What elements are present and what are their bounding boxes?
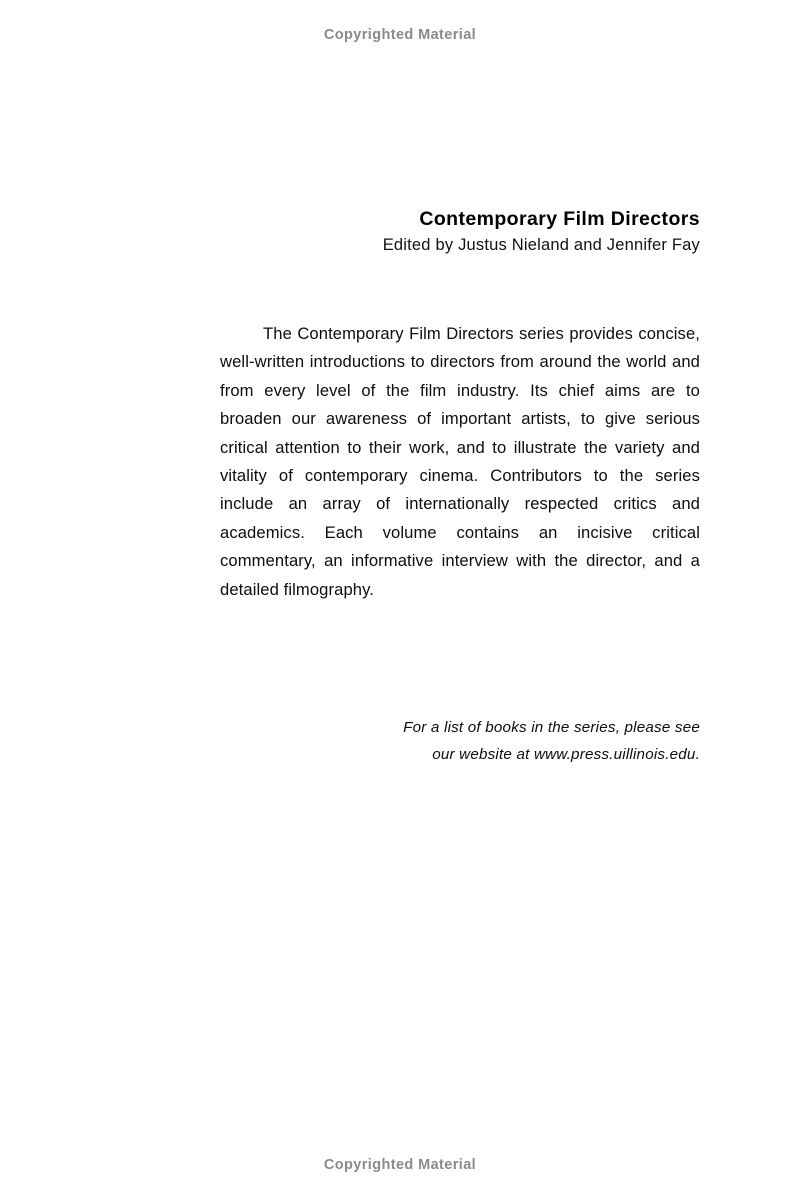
series-note <box>403 715 700 768</box>
series-title-block <box>383 207 700 259</box>
series-note-line1: For a list of books in the series, please see <box>403 719 700 736</box>
series-description: The Contemporary Film Directors series provides concise, well-written introductions to directors from around the world and from every level of the film industry. Its chief aims are to broaden our awareness of important artists, to give serious critical attention to their work, and to illustrate the variety and vitality of contemporary cinema. Contributors to the series include an array of internationally respected critics and academics. Each volume contains an incisive critical commentary, an informative interview with the director, and a detailed filmography. <box>220 324 700 599</box>
series-editors: Edited by Justus Nieland and Jennifer Fay <box>382 236 700 254</box>
series-note-line2: our website at www.press.uillinois.edu. <box>432 745 700 763</box>
series-title: Contemporary Film Directors <box>419 208 700 230</box>
copyright-watermark-top: Copyrighted Material <box>323 27 477 43</box>
copyright-watermark-bottom: Copyrighted Material <box>323 1157 477 1173</box>
